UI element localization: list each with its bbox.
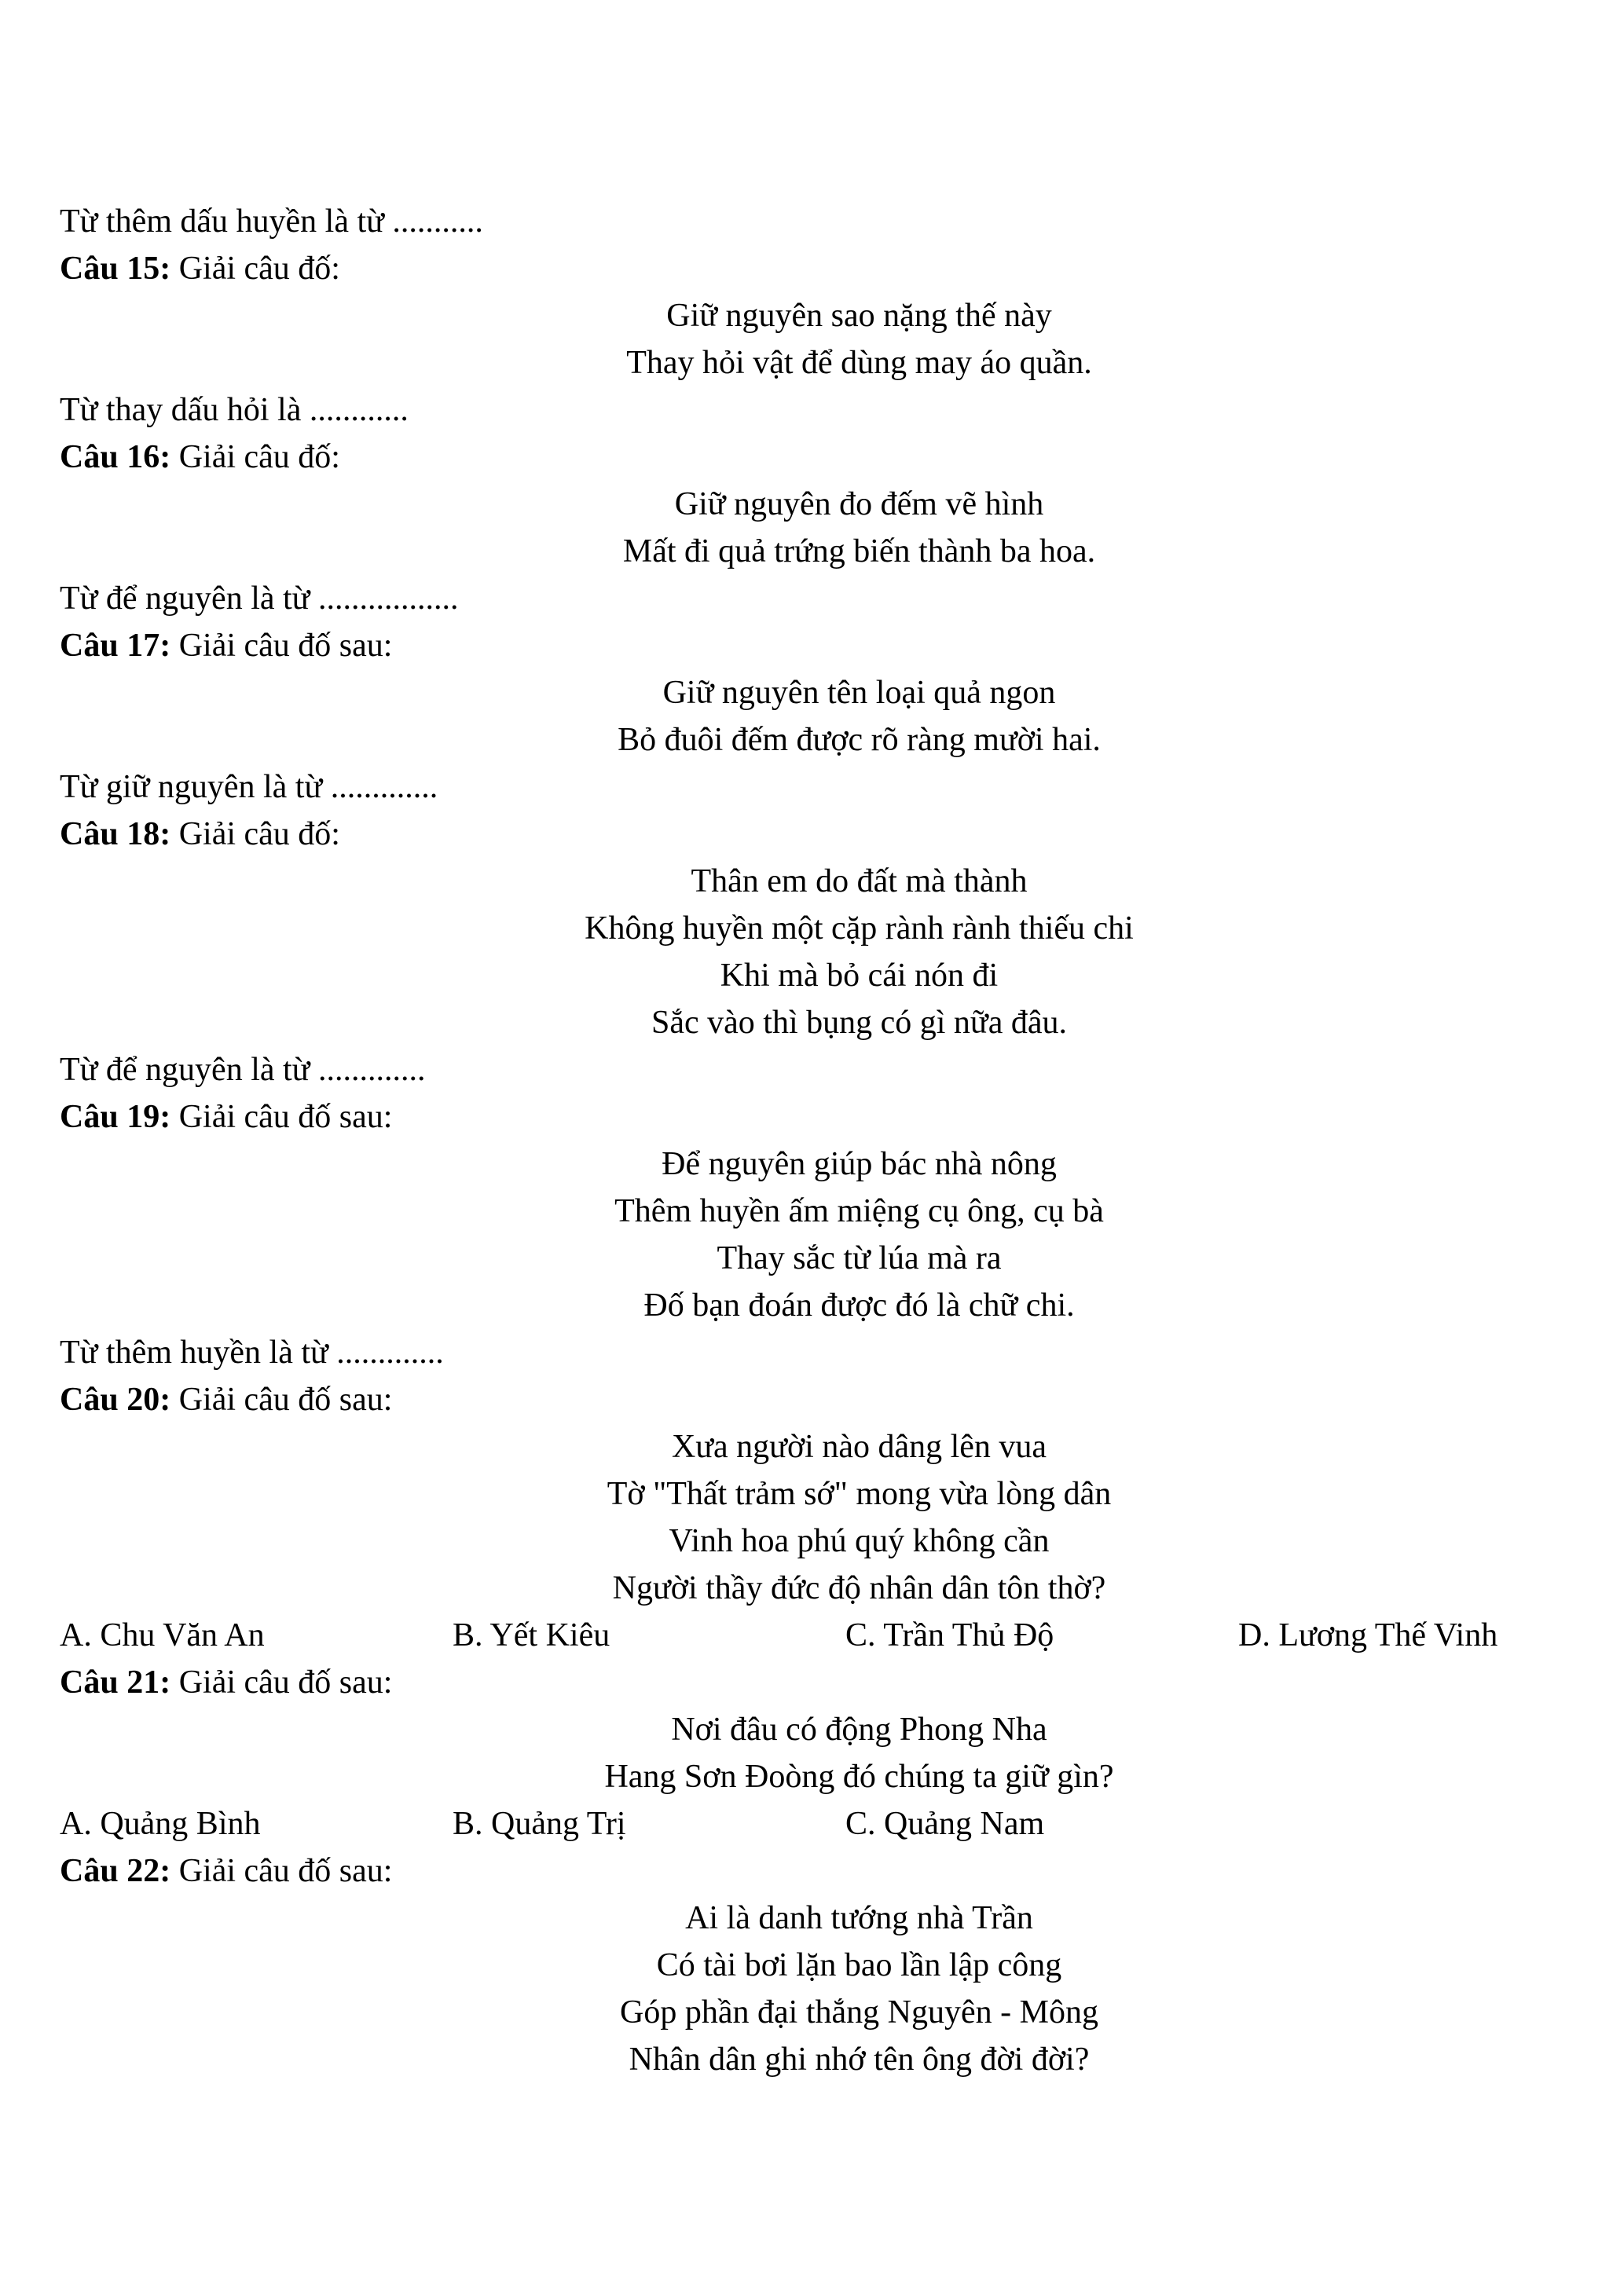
question-label: Câu 15: — [60, 251, 171, 287]
riddle-line: Giữ nguyên đo đếm vẽ hình — [674, 486, 1044, 522]
riddle-line: Nhân dân ghi nhớ tên ông đời đời? — [629, 2041, 1090, 2078]
riddle-line: Tờ "Thất trảm sớ" mong vừa lòng dân — [607, 1476, 1112, 1512]
answer-line: Từ thay dấu hỏi là ............ — [60, 392, 409, 428]
question-prompt: Giải câu đố: — [170, 251, 340, 287]
option-d: D. Lương Thế Vinh — [1238, 1617, 1498, 1653]
question-15 — [60, 245, 1564, 292]
question-21 — [60, 1659, 1564, 1706]
question-label: Câu 18: — [60, 816, 171, 852]
option-b: B. Quảng Trị — [453, 1806, 626, 1842]
question-17 — [60, 622, 1564, 669]
riddle-line: Mất đi quả trứng biến thành ba hoa. — [622, 533, 1096, 569]
riddle-line: Ai là danh tướng nhà Trần — [685, 1900, 1033, 1936]
riddle-line: Có tài bơi lặn bao lần lập công — [656, 1947, 1062, 1983]
answer-line: Từ để nguyên là từ ............. — [60, 1052, 426, 1088]
riddle-line: Thay hỏi vật để dùng may áo quần. — [626, 345, 1092, 381]
option-c: C. Trần Thủ Độ — [845, 1617, 1054, 1653]
riddle-line: Không huyền một cặp rành rành thiếu chi — [585, 910, 1134, 947]
option-c: C. Quảng Nam — [845, 1806, 1045, 1842]
question-prompt: Giải câu đố: — [170, 439, 340, 475]
riddle-line: Xưa người nào dâng lên vua — [671, 1429, 1047, 1465]
answer-line: Từ thêm huyền là từ ............. — [60, 1335, 444, 1371]
question-19 — [60, 1093, 1564, 1141]
question-22 — [60, 1847, 1564, 1895]
riddle-line: Nơi đâu có động Phong Nha — [671, 1712, 1047, 1748]
answer-line: Từ thêm dấu huyền là từ ........... — [60, 203, 483, 240]
riddle-line: Giữ nguyên tên loại quả ngon — [662, 675, 1056, 711]
question-prompt: Giải câu đố sau: — [170, 628, 393, 664]
option-b: B. Yết Kiêu — [453, 1617, 610, 1653]
question-label: Câu 19: — [60, 1099, 171, 1135]
option-a: A. Quảng Bình — [60, 1806, 261, 1842]
riddle-line: Để nguyên giúp bác nhà nông — [662, 1146, 1057, 1182]
option-a: A. Chu Văn An — [60, 1617, 265, 1653]
question-label: Câu 17: — [60, 628, 171, 664]
question-prompt: Giải câu đố sau: — [170, 1664, 393, 1701]
riddle-line: Giữ nguyên sao nặng thế này — [666, 298, 1052, 334]
question-prompt: Giải câu đố sau: — [170, 1099, 393, 1135]
question-prompt: Giải câu đố sau: — [170, 1382, 393, 1418]
worksheet-page — [60, 198, 1564, 2083]
question-prompt: Giải câu đố sau: — [170, 1853, 393, 1889]
riddle-line: Bỏ đuôi đếm được rõ ràng mười hai. — [618, 722, 1101, 758]
question-label: Câu 16: — [60, 439, 171, 475]
question-prompt: Giải câu đố: — [170, 816, 340, 852]
answer-line: Từ giữ nguyên là từ ............. — [60, 769, 438, 805]
answer-options-21 — [60, 1800, 1564, 1847]
riddle-line: Sắc vào thì bụng có gì nữa đâu. — [651, 1005, 1067, 1041]
riddle-line: Thêm huyền ấm miệng cụ ông, cụ bà — [614, 1193, 1104, 1229]
riddle-line: Thay sắc từ lúa mà ra — [717, 1240, 1002, 1276]
question-label: Câu 22: — [60, 1853, 171, 1889]
answer-options-20 — [60, 1612, 1564, 1659]
question-18 — [60, 811, 1564, 858]
answer-line: Từ để nguyên là từ ................. — [60, 580, 459, 617]
riddle-line: Vinh hoa phú quý không cần — [669, 1523, 1050, 1559]
question-16 — [60, 434, 1564, 481]
riddle-line: Khi mà bỏ cái nón đi — [720, 958, 999, 994]
riddle-line: Thân em do đất mà thành — [691, 863, 1028, 899]
riddle-line: Người thầy đức độ nhân dân tôn thờ? — [612, 1570, 1106, 1606]
riddle-line: Đố bạn đoán được đó là chữ chi. — [643, 1287, 1075, 1324]
question-20 — [60, 1376, 1564, 1423]
riddle-line: Hang Sơn Đoòng đó chúng ta giữ gìn? — [604, 1759, 1114, 1795]
question-label: Câu 20: — [60, 1382, 171, 1418]
question-label: Câu 21: — [60, 1664, 171, 1701]
riddle-line: Góp phần đại thắng Nguyên - Mông — [620, 1994, 1098, 2031]
